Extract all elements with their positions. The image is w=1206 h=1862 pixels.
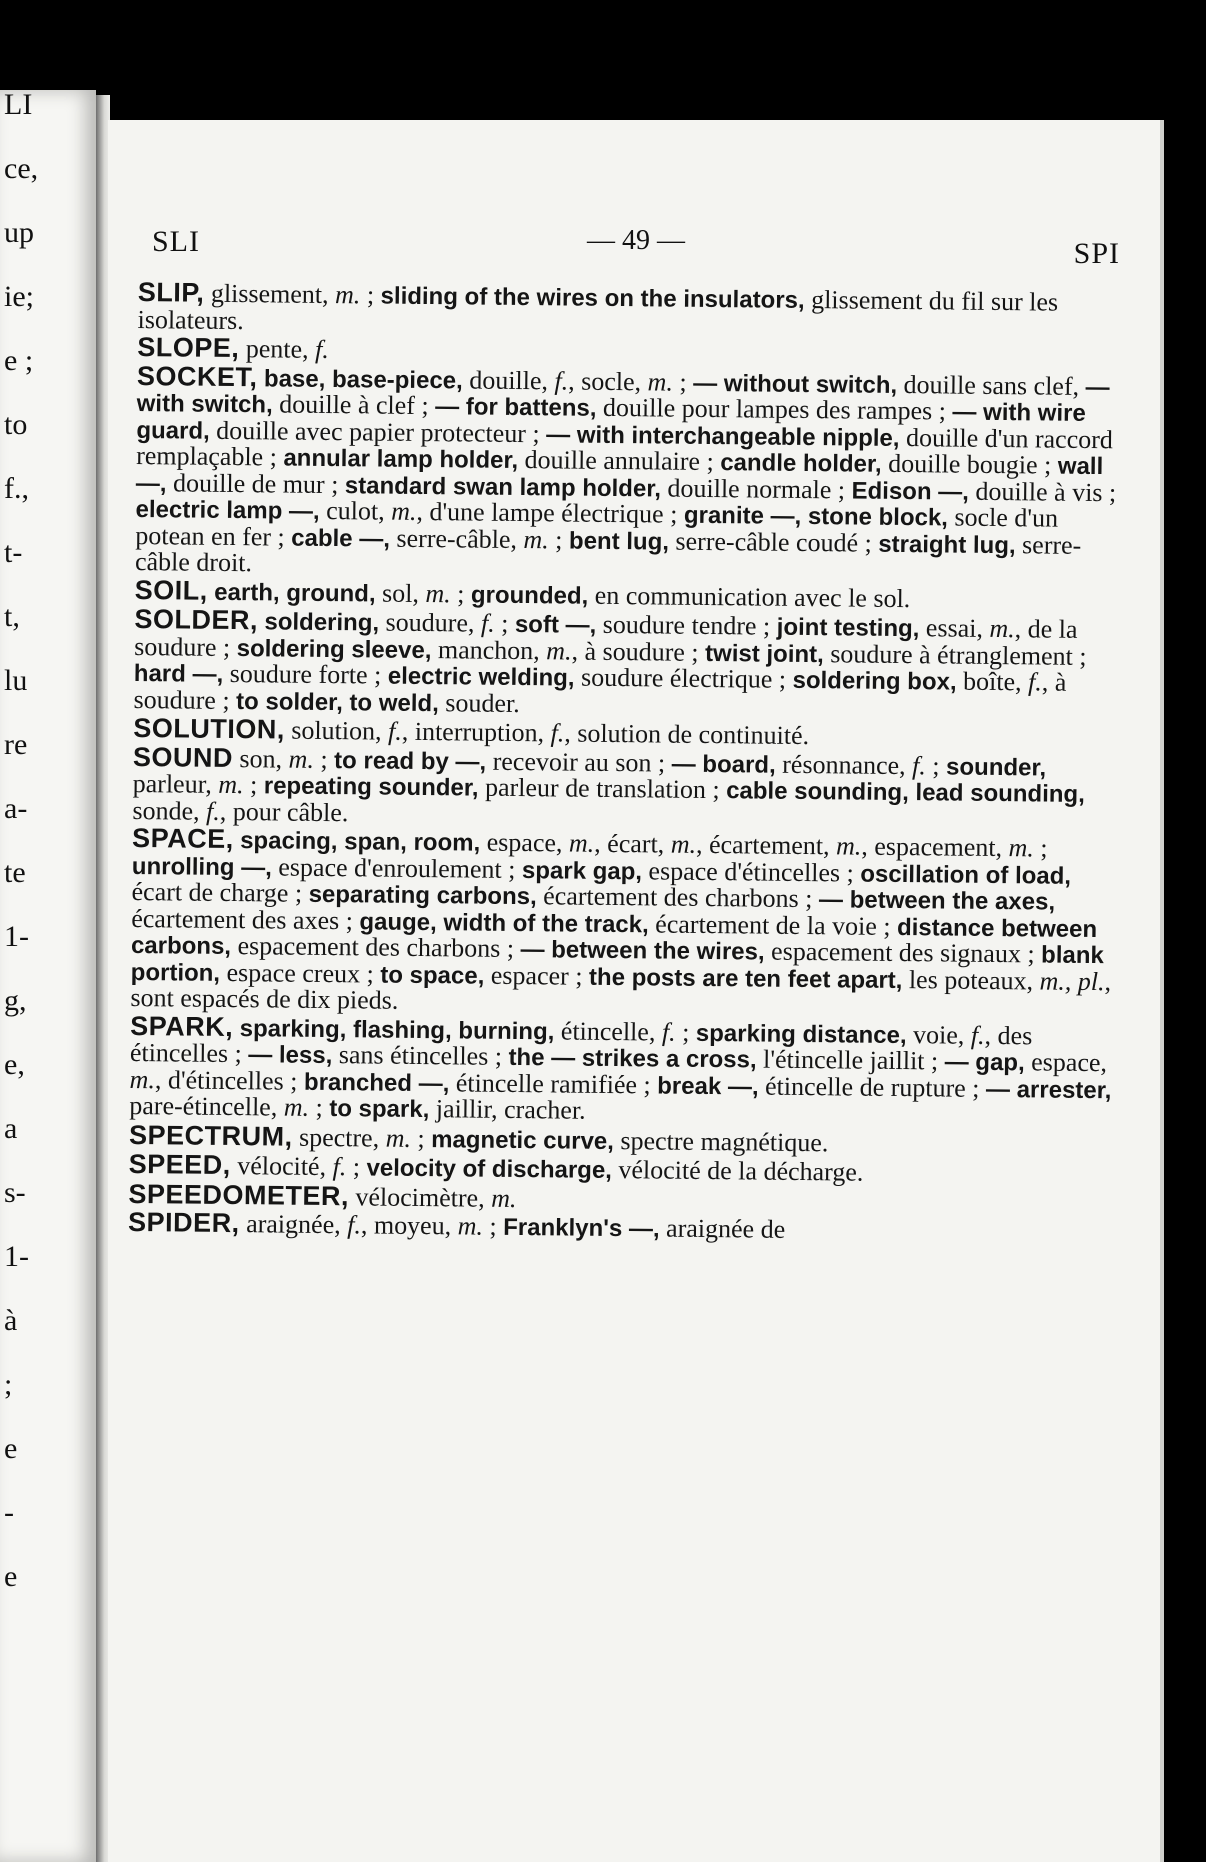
french-text: , interruption,: [401, 716, 551, 748]
entry-headword: SPEED,: [128, 1148, 231, 1181]
french-text: soudure forte ;: [223, 658, 388, 690]
french-text: son,: [232, 743, 289, 774]
french-text: ;: [346, 1152, 367, 1182]
left-page-fragment: re: [4, 728, 28, 761]
dictionary-entry: [133, 603, 1124, 723]
french-text: espace,: [480, 827, 570, 858]
french-text: ;: [482, 1211, 504, 1241]
entry-headword: SPEEDOMETER,: [128, 1178, 350, 1211]
french-text: écartement des axes ;: [131, 903, 360, 935]
entry-headword: SPACE,: [131, 822, 234, 855]
entry-headword: SLIP,: [137, 277, 205, 308]
english-term: soldering sleeve,: [236, 634, 432, 664]
english-term: spacing, span, room,: [240, 827, 481, 857]
english-term: Franklyn's —,: [503, 1213, 660, 1243]
french-text: pente,: [239, 334, 316, 364]
french-text: ;: [548, 524, 570, 555]
english-term: sliding of the wires on the insulators,: [380, 282, 805, 314]
french-text: ;: [675, 1017, 697, 1047]
french-text: , à soudure ;: [571, 636, 706, 667]
gender-marker: m., pl.: [1039, 965, 1105, 996]
french-text: douille pour lampes des rampes ;: [596, 392, 953, 426]
french-text: en communication avec le sol.: [588, 580, 911, 613]
english-term: blank portion,: [130, 941, 1104, 987]
french-text: , pour câble.: [219, 796, 349, 827]
entry-headword: SLOPE,: [137, 331, 240, 364]
french-text: résonnance,: [775, 749, 913, 780]
left-page-fragment: e: [4, 1432, 18, 1465]
gender-marker: m.: [385, 1123, 412, 1153]
english-term: spark gap,: [521, 856, 643, 885]
left-page-fragment: a-: [4, 792, 28, 825]
french-text: serre-câble coudé ;: [668, 526, 879, 558]
english-term: granite —, stone block,: [683, 501, 949, 532]
french-text: soudure à étranglement ;: [823, 638, 1087, 671]
english-term: branched —,: [303, 1068, 450, 1097]
left-page-fragment: -: [4, 1496, 14, 1529]
dictionary-entry: [134, 360, 1127, 584]
french-text: sol,: [375, 578, 426, 608]
french-text: boîte,: [956, 666, 1029, 697]
gender-marker: f.: [387, 716, 402, 746]
entry-headword: SPECTRUM,: [128, 1119, 293, 1152]
gender-marker: m.: [425, 578, 451, 608]
english-term: soldering,: [264, 608, 380, 637]
french-text: espace d'étincelles ;: [641, 855, 861, 888]
french-text: solution,: [284, 715, 389, 746]
english-term: unrolling —,: [131, 852, 272, 881]
french-text: ;: [450, 578, 472, 609]
french-text: recevoir au son ;: [486, 746, 672, 778]
left-page-fragment: t-: [4, 536, 23, 569]
french-text: , d'une lampe électrique ;: [416, 496, 685, 529]
french-text: espace creux ;: [219, 957, 381, 989]
french-text: douille à clef ;: [272, 389, 436, 421]
french-text: ;: [494, 608, 516, 638]
english-term: — with interchangeable nipple,: [546, 420, 900, 452]
french-text: soudure tendre ;: [596, 609, 777, 641]
english-term: — for battens,: [435, 393, 597, 422]
french-text: étincelle ramifiée ;: [449, 1067, 658, 1099]
english-term: candle holder,: [720, 449, 882, 478]
gender-marker: m.: [568, 828, 595, 858]
english-term: repeating sounder,: [263, 772, 479, 802]
left-page-fragment: up: [4, 216, 34, 249]
english-term: standard swan lamp holder,: [344, 471, 662, 502]
french-text: douille annulaire ;: [517, 444, 721, 477]
french-text: ;: [1033, 833, 1048, 863]
english-term: the — strikes a cross,: [508, 1043, 757, 1074]
left-page-fragment: t,: [4, 600, 20, 633]
entry-headword: SPIDER,: [127, 1206, 240, 1239]
english-term: sparking, flashing, burning,: [239, 1014, 555, 1045]
french-text: douille à vis ;: [968, 476, 1117, 507]
gender-marker: m.: [835, 831, 862, 861]
english-term: — with wire guard,: [136, 398, 1086, 445]
left-page-fragment: f.,: [4, 472, 29, 505]
english-term: base, base-piece,: [263, 364, 463, 394]
gender-marker: m.: [457, 1211, 484, 1241]
left-page: [0, 90, 96, 1862]
gender-marker: m.: [647, 366, 674, 397]
english-term: — between the axes,: [818, 886, 1056, 916]
french-text: ;: [925, 750, 947, 780]
left-page-fragment: s-: [4, 1176, 26, 1209]
english-term: — between the wires,: [520, 936, 765, 966]
french-text: spectre magnétique.: [613, 1125, 829, 1157]
french-text: voie,: [906, 1019, 972, 1050]
dictionary-entries: [127, 277, 1128, 1250]
french-text: espacer ;: [484, 960, 590, 991]
english-term: soft —,: [514, 610, 597, 639]
english-term: separating carbons,: [308, 880, 537, 911]
entry-headword: SOLUTION,: [133, 712, 285, 745]
left-page-fragment: à: [4, 1304, 18, 1337]
french-text: douille normale ;: [660, 472, 852, 504]
right-page: [108, 120, 1160, 1862]
entry-headword: SOIL,: [134, 574, 208, 606]
french-text: manchon,: [431, 634, 547, 665]
left-page-fragment: lu: [4, 664, 28, 697]
gender-marker: f.: [970, 1020, 985, 1050]
english-term: — with switch,: [136, 373, 1110, 419]
english-term: oscillation of load,: [860, 860, 1072, 890]
gender-marker: m.: [546, 635, 572, 666]
french-text: ;: [243, 770, 264, 800]
french-text: parleur,: [132, 768, 219, 799]
gender-marker: f.: [347, 1210, 362, 1240]
french-text: , écart,: [594, 828, 671, 859]
left-page-text-fragments: [0, 90, 96, 1626]
english-term: grounded,: [470, 581, 589, 610]
dictionary-entry: [132, 741, 1123, 833]
french-text: l'étincelle jaillit ;: [756, 1044, 945, 1076]
gender-marker: f.: [550, 718, 565, 748]
gender-marker: f.: [554, 365, 569, 396]
french-text: , socle,: [568, 366, 648, 396]
english-term: wall —,: [135, 452, 1104, 497]
french-text: vélocimètre,: [348, 1181, 492, 1213]
french-text: spectre,: [292, 1122, 386, 1153]
gender-marker: m.: [218, 769, 244, 800]
page-header: [152, 225, 1120, 275]
entry-headword: SOUND: [132, 741, 234, 773]
english-term: straight lug,: [878, 530, 1016, 559]
french-text: espace,: [1024, 1047, 1108, 1078]
dictionary-entry: [129, 1010, 1120, 1129]
french-text: ;: [308, 1092, 330, 1123]
french-text: soudure,: [378, 607, 482, 638]
french-text: jaillir, cracher.: [429, 1094, 586, 1125]
left-page-fragment: a: [4, 1112, 18, 1145]
french-text: , de la soudure ;: [134, 614, 1078, 662]
english-term: soldering box,: [792, 666, 957, 696]
running-head-right: SPI: [1073, 237, 1120, 270]
english-term: to solder, to weld,: [236, 687, 439, 717]
gender-marker: m.: [391, 496, 417, 526]
entry-headword: SPARK,: [130, 1010, 234, 1042]
french-text: soudure électrique ;: [574, 662, 793, 694]
french-text: étincelle,: [554, 1015, 663, 1047]
gender-marker: m.: [129, 1064, 156, 1094]
english-term: twist joint,: [704, 639, 824, 668]
left-page-fragment: e,: [4, 1048, 25, 1081]
english-term: cable sounding, lead sounding,: [726, 777, 1085, 808]
french-text: pare-étincelle,: [129, 1090, 284, 1122]
french-text: souder.: [438, 687, 520, 718]
gender-marker: f.: [314, 334, 330, 365]
entry-headword: SOLDER,: [134, 603, 259, 636]
gender-marker: f.: [205, 796, 221, 826]
left-page-fragment: ie;: [4, 280, 34, 313]
gender-marker: f.: [661, 1017, 676, 1047]
english-term: — arrester,: [985, 1075, 1112, 1104]
page-number: — 49 —: [587, 225, 685, 256]
english-term: hard —,: [133, 659, 224, 688]
french-text: les poteaux,: [902, 964, 1040, 995]
french-text: ;: [313, 744, 335, 774]
running-head-left: SLI: [152, 225, 200, 258]
gender-marker: f.: [1027, 667, 1042, 697]
gender-marker: m.: [1008, 833, 1035, 863]
english-term: — board,: [671, 750, 776, 779]
french-text: ;: [672, 367, 694, 397]
dictionary-entry: [130, 822, 1122, 1021]
gender-marker: m.: [334, 280, 361, 310]
gender-marker: m.: [283, 1092, 310, 1122]
french-text: écart de charge ;: [131, 876, 309, 908]
english-term: annular lamp holder,: [283, 444, 519, 474]
french-text: espacement des charbons ;: [230, 931, 521, 964]
french-text: araignée,: [239, 1209, 348, 1240]
gender-marker: m.: [989, 613, 1015, 644]
french-text: glissement du fil sur les isolateurs.: [137, 284, 1059, 335]
french-text: sonde,: [132, 795, 207, 826]
english-term: bent lug,: [568, 527, 670, 556]
english-term: electric welding,: [387, 662, 575, 692]
english-term: electric lamp —,: [135, 495, 320, 525]
french-text: , écartement,: [695, 829, 837, 861]
gender-marker: f.: [911, 750, 927, 780]
french-text: parleur de translation ;: [478, 772, 727, 805]
english-term: to spark,: [329, 1095, 430, 1124]
french-text: araignée de: [659, 1213, 786, 1244]
french-text: espace d'enroulement ;: [271, 851, 523, 884]
gender-marker: f.: [332, 1152, 347, 1182]
gender-marker: f.: [480, 608, 495, 638]
left-page-fragment: e: [4, 1560, 18, 1593]
french-text: écartement des charbons ;: [536, 881, 820, 914]
english-term: — gap,: [944, 1048, 1025, 1077]
english-term: earth, ground,: [214, 578, 376, 608]
english-term: distance between carbons,: [130, 913, 1098, 961]
left-page-fragment: g,: [4, 984, 27, 1017]
english-term: the posts are ten feet apart,: [588, 963, 903, 994]
english-term: velocity of discharge,: [366, 1154, 613, 1185]
french-text: douille,: [462, 364, 555, 395]
english-term: Edison —,: [851, 476, 970, 506]
left-page-fragment: te: [4, 856, 26, 889]
dictionary-entry: [137, 277, 1127, 342]
english-term: joint testing,: [776, 613, 920, 643]
gender-marker: m.: [288, 744, 315, 774]
french-text: douille d'un raccord remplaçable ;: [136, 422, 1114, 472]
english-term: — without switch,: [693, 369, 898, 399]
left-page-fragment: 1-: [4, 1240, 29, 1273]
left-page-fragment: ce,: [4, 152, 39, 185]
french-text: culot,: [319, 495, 392, 526]
french-text: douille avec papier protecteur ;: [209, 415, 547, 448]
english-term: break —,: [657, 1071, 759, 1101]
english-term: — less,: [248, 1041, 333, 1070]
french-text: serre-câble,: [389, 523, 524, 554]
english-term: to space,: [380, 961, 485, 990]
french-text: , sont espacés de dix pieds.: [130, 966, 1112, 1015]
french-text: , moyeu,: [360, 1210, 458, 1241]
left-page-fragment: e ;: [4, 344, 34, 377]
french-text: , à soudure ;: [133, 667, 1067, 715]
gender-marker: m.: [670, 829, 697, 859]
left-page-fragment: LI: [4, 88, 33, 121]
gender-marker: m.: [491, 1183, 517, 1213]
french-text: ;: [360, 280, 381, 310]
french-text: , d'étincelles ;: [154, 1064, 305, 1096]
left-page-fragment: ;: [4, 1368, 13, 1401]
french-text: vélocité de la décharge.: [611, 1155, 864, 1187]
french-text: sans étincelles ;: [332, 1040, 509, 1071]
french-text: essai,: [919, 613, 990, 643]
french-text: serre-câble droit.: [134, 529, 1082, 578]
french-text: , des étincelles ;: [129, 1020, 1033, 1069]
french-text: espacement des signaux ;: [764, 936, 1042, 969]
french-text: douille sans clef,: [897, 369, 1086, 401]
left-page-fragment: 1-: [4, 920, 29, 953]
english-term: sounder,: [945, 752, 1047, 782]
french-text: ;: [410, 1123, 432, 1153]
french-text: , espacement,: [861, 831, 1009, 863]
french-text: glissement,: [204, 278, 336, 310]
french-text: écartement de la voie ;: [648, 908, 898, 941]
english-term: magnetic curve,: [431, 1125, 615, 1155]
gender-marker: m.: [523, 524, 549, 554]
french-text: socle d'un potean en fer ;: [135, 502, 1059, 552]
french-text: , solution de continuité.: [564, 718, 810, 751]
english-term: gauge, width of the track,: [359, 907, 649, 938]
entry-headword: SOCKET,: [136, 360, 258, 392]
english-term: cable —,: [291, 524, 391, 553]
left-page-fragment: to: [4, 408, 28, 441]
french-text: douille bougie ;: [881, 448, 1059, 480]
english-term: to read by —,: [333, 746, 487, 776]
french-text: étincelle de rupture ;: [758, 1071, 987, 1103]
english-term: sparking distance,: [695, 1019, 907, 1049]
french-text: vélocité,: [230, 1151, 333, 1182]
french-text: douille de mur ;: [166, 467, 346, 499]
